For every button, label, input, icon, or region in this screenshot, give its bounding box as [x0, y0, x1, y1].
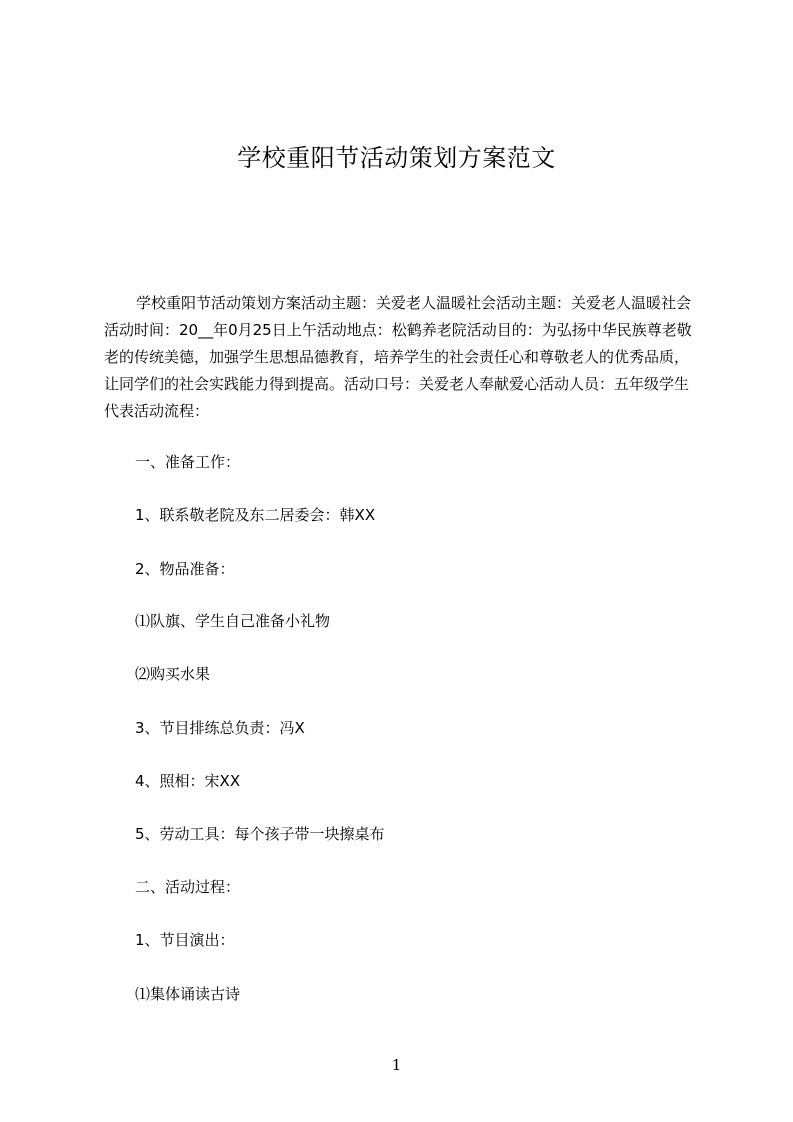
list-item: 4、照相：宋XX — [135, 772, 241, 790]
list-item: 2、物品准备： — [135, 560, 235, 578]
section-heading-preparation: 一、准备工作： — [135, 453, 241, 471]
list-item: ⑵购买水果 — [135, 665, 211, 683]
list-item: ⑴集体诵读古诗 — [135, 985, 241, 1003]
intro-line: 社会活动时间：20__年0月25日上午活动地点：松鹤养老院活动目的：为弘扬中华民 — [104, 294, 692, 339]
document-title: 学校重阳节活动策划方案范文 — [237, 144, 556, 172]
intro-line: 学校重阳节活动策划方案活动主题：关爱老人温暖社会活动主题：关爱老人温暖 — [136, 294, 662, 312]
intro-line: 人员：五年级学生代表活动流程： — [104, 375, 690, 420]
list-item: 3、节目排练总负责：冯X — [135, 719, 305, 737]
section-heading-process: 二、活动过程： — [135, 878, 241, 896]
intro-line: 的优秀品质，让同学们的社会实践能力得到提高。活动口号：关爱老人奉献爱心活动 — [104, 348, 690, 393]
list-item: 5、劳动工具：每个孩子带一块擦桌布 — [135, 825, 385, 843]
page-number: 1 — [391, 1056, 402, 1074]
list-item: 1、联系敬老院及东二居委会：韩XX — [135, 506, 376, 524]
intro-paragraph — [104, 290, 698, 425]
list-item: ⑴队旗、学生自己准备小礼物 — [135, 612, 331, 630]
list-item: 1、节目演出： — [135, 931, 235, 949]
intro-line: 族尊老敬老的传统美德，加强学生思想品德教育，培养学生的社会责任心和尊敬老人 — [104, 321, 692, 366]
